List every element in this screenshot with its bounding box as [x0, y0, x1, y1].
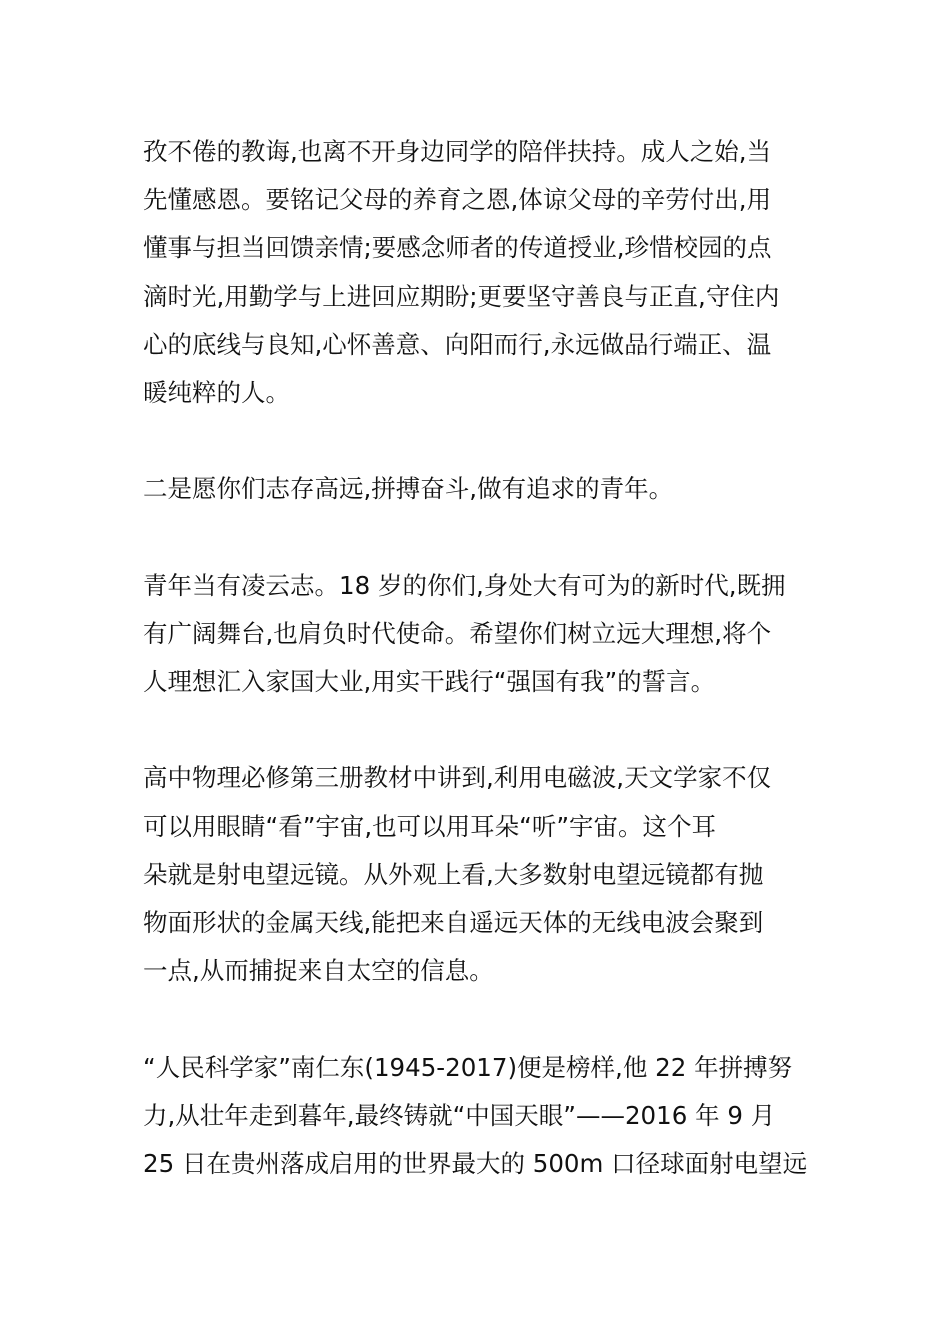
text-line: 人理想汇入家国大业,用实干践行“强国有我”的誓言。: [143, 667, 716, 697]
text-line: 青年当有凌云志。18 岁的你们,身处大有可为的新时代,既拥: [143, 570, 786, 600]
paragraph-nan-rendong: [143, 1044, 811, 1189]
text-line: 懂事与担当回馈亲情;要感念师者的传道授业,珍惜校园的点: [143, 233, 772, 263]
paragraph-section-heading: [143, 465, 811, 513]
text-line: 滴时光,用勤学与上进回应期盼;更要坚守善良与正直,守住内: [143, 281, 780, 311]
text-line: 朵就是射电望远镜。从外观上看,大多数射电望远镜都有抛: [143, 859, 764, 889]
text-line: “人民科学家”南仁东(1945-2017)便是榜样,他 22 年拼搏努: [143, 1052, 793, 1082]
paragraph-gratitude: [143, 128, 811, 417]
text-line: 先懂感恩。要铭记父母的养育之恩,体谅父母的辛劳付出,用: [143, 185, 772, 215]
text-line: 暖纯粹的人。: [143, 377, 290, 407]
text-line: 高中物理必修第三册教材中讲到,利用电磁波,天文学家不仅: [143, 763, 772, 793]
text-line: 力,从壮年走到暮年,最终铸就“中国天眼”——2016 年 9 月: [143, 1100, 776, 1130]
document-body: [143, 128, 811, 1236]
text-line: 孜不倦的教诲,也离不开身边同学的陪伴扶持。成人之始,当: [143, 137, 772, 166]
paragraph-aspiration: [143, 562, 811, 707]
paragraph-radio-telescope: [143, 754, 811, 995]
text-line: 二是愿你们志存高远,拼搏奋斗,做有追求的青年。: [143, 474, 674, 504]
text-line: 一点,从而捕捉来自太空的信息。: [143, 956, 494, 986]
text-line: 物面形状的金属天线,能把来自遥远天体的无线电波会聚到: [143, 908, 764, 937]
text-line: 心的底线与良知,心怀善意、向阳而行,永远做品行端正、温: [143, 329, 772, 359]
text-line: 25 日在贵州落成启用的世界最大的 500m 口径球面射电望远: [143, 1148, 808, 1178]
text-line: 可以用眼睛“看”宇宙,也可以用耳朵“听”宇宙。这个耳: [143, 811, 717, 841]
text-line: 有广阔舞台,也肩负时代使命。希望你们树立远大理想,将个: [143, 618, 772, 648]
